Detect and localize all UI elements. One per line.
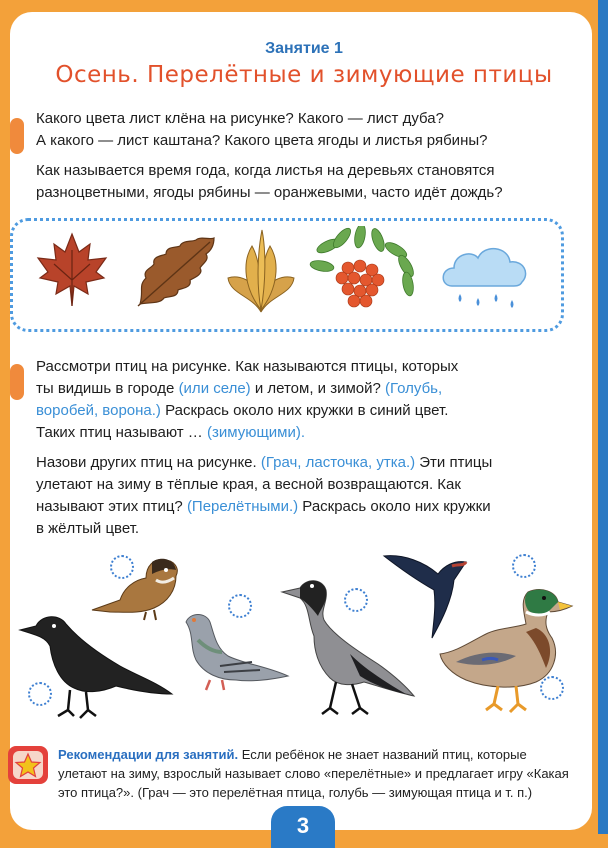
q2-hint-village: (или селе) — [178, 380, 251, 397]
crow-circle[interactable] — [344, 588, 368, 612]
pigeon-icon — [180, 608, 292, 694]
recommendation-badge — [8, 746, 48, 784]
question-2 — [36, 356, 530, 540]
rain-cloud-icon — [438, 236, 534, 314]
q2-a3-tail: Раскрась около них кружки в синий цвет. — [160, 402, 449, 419]
recommendation-badge-inner — [13, 751, 43, 779]
pigeon-circle[interactable] — [228, 594, 252, 618]
sparrow-circle[interactable] — [110, 555, 134, 579]
rook-circle[interactable] — [28, 682, 52, 706]
page-number: 3 — [271, 806, 335, 848]
q2-a4: Таких птиц называют … — [36, 424, 207, 441]
section-marker-1 — [10, 118, 24, 154]
lesson-label: Занятие 1 — [265, 40, 343, 57]
q1-line3: Как называется время года, когда листья на деревьях становятся — [36, 162, 495, 179]
q2-b4: в жёлтый цвет. — [36, 520, 140, 537]
q2-hint-rook: (Грач, ласточка, утка.) — [260, 454, 416, 471]
recommendation-body: Если ребёнок не знает названий птиц, которые улетают на зиму, взрослый называет слово «перелётные» и предлагает игру «Какая это птица?». (Грач — это перелётная птица, голубь — зимующая птица и т. п.) — [58, 747, 569, 800]
q2-a1: Рассмотри птиц на рисунке. Как называются птицы, которых — [36, 358, 459, 375]
q2-b3-tail: Раскрась около них кружки — [298, 498, 491, 515]
q2-hint-wintering: (зимующими). — [206, 424, 306, 441]
duck-circle[interactable] — [540, 676, 564, 700]
q2-b2: улетают на зиму в тёплые края, а весной возвращаются. Как — [36, 476, 461, 493]
q1-line1: Какого цвета лист клёна на рисунке? Какого — лист дуба? — [36, 110, 444, 127]
swallow-circle[interactable] — [512, 554, 536, 578]
page-title: Осень. Перелётные и зимующие птицы — [55, 62, 553, 88]
recommendation-title: Рекомендации для занятий. — [58, 747, 239, 762]
right-edge-stripe — [598, 0, 608, 848]
q2-a2: ты видишь в городе — [36, 380, 179, 397]
q2-b3: называют этих птиц? — [36, 498, 187, 515]
question-1 — [36, 108, 566, 204]
q2-hint-migratory: (Перелётными.) — [186, 498, 299, 515]
recommendation-text — [58, 745, 578, 802]
q2-a2-tail: и летом, и зимой? — [250, 380, 386, 397]
q2-hint-sparrow-crow: воробей, ворона.) — [36, 402, 161, 419]
q2-b1: Назови других птиц на рисунке. — [36, 454, 261, 471]
q1-line4: разноцветными, ягоды рябины — оранжевыми, часто идёт дождь? — [36, 184, 503, 201]
oak-leaf-icon — [130, 234, 220, 310]
chestnut-leaf-icon — [222, 226, 300, 316]
q1-line2: А какого — лист каштана? Какого цвета ягоды и листья рябины? — [36, 132, 488, 149]
sparrow-icon — [90, 550, 186, 624]
rowan-branch-icon — [308, 226, 426, 316]
q2-hint-pigeon: (Голубь, — [385, 380, 443, 397]
maple-leaf-icon — [32, 230, 112, 310]
star-icon — [13, 751, 43, 779]
q2-b1-tail: Эти птицы — [415, 454, 493, 471]
section-marker-2 — [10, 364, 24, 400]
